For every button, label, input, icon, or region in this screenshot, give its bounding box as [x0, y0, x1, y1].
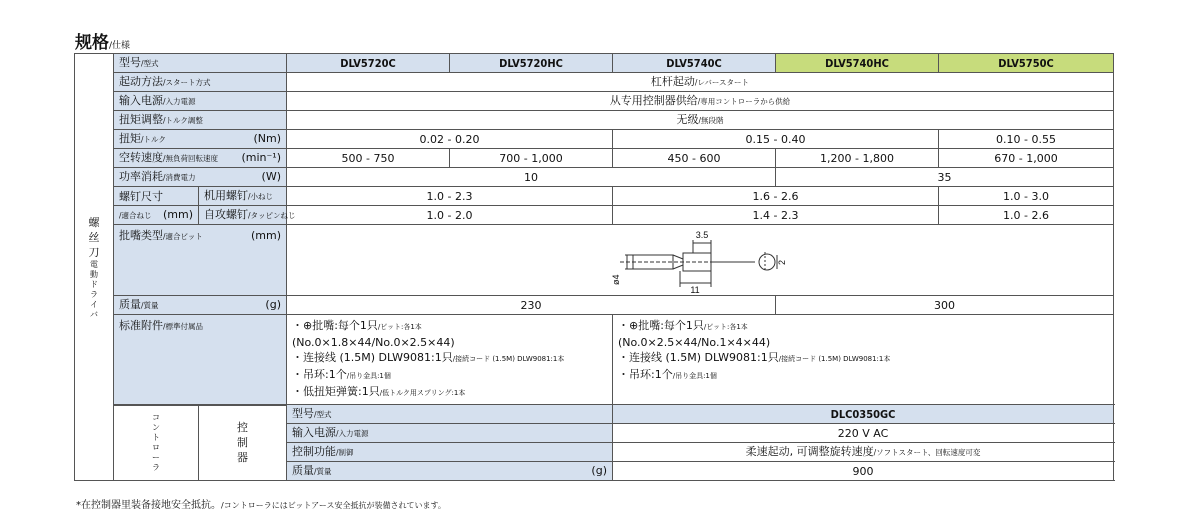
row-torque: [75, 130, 1114, 149]
value-torque-1: 0.02 - 0.20: [287, 130, 613, 149]
label-start: 起动方法/スタート方式: [114, 73, 287, 92]
driver-sub-5: イ: [90, 299, 98, 309]
row-power: [75, 92, 1114, 111]
row-screw-tapping: [75, 206, 1114, 225]
label-bit: 批嘴类型/適合ビット (mm): [114, 225, 287, 296]
model-4: DLV5740HC: [776, 54, 939, 73]
label-consumption: 功率消耗/消費電力 (W): [114, 168, 287, 187]
value-speed-5: 670 - 1,000: [939, 149, 1114, 168]
footnote-sub: /コントローラにはビットアース安全抵抗が装備されています。: [221, 501, 446, 510]
bit-diagram-cell: [287, 225, 1114, 296]
label-accessories: 标准附件/標準付属品: [114, 315, 287, 405]
label-model: 型号/型式: [114, 54, 287, 73]
dim-2: 2: [777, 259, 787, 265]
label-mass: 质量/質量 (g): [114, 296, 287, 315]
driver-sub-2: 動: [90, 269, 98, 279]
value-speed-2: 700 - 1,000: [450, 149, 613, 168]
value-machine-1: 1.0 - 2.3: [287, 187, 613, 206]
acc-right-3: ・连接线 (1.5M) DLW9081:1只/接続コード (1.5M) DLW9081:1本: [618, 351, 891, 364]
value-machine-3: 1.0 - 3.0: [939, 187, 1114, 206]
row-controller-model: [75, 405, 1114, 424]
accessories-right: [613, 315, 1114, 405]
acc-left-5: ・低扭矩弹簧:1只/低トルク用スプリング:1本: [292, 385, 466, 398]
driver-sub-3: ド: [90, 279, 98, 289]
model-1: DLV5720C: [287, 54, 450, 73]
acc-left-2: (No.0×1.8×44/No.0×2.5×44): [292, 336, 455, 349]
value-mass-2: 300: [776, 296, 1114, 315]
driver-group-label: [75, 54, 114, 481]
spec-heading: [75, 28, 130, 53]
value-tapping-2: 1.4 - 2.3: [613, 206, 939, 225]
label-screw-sub: /適合ねじ (mm): [114, 206, 199, 225]
heading-sub: /仕様: [109, 41, 131, 51]
value-torque-3: 0.10 - 0.55: [939, 130, 1114, 149]
value-speed-3: 450 - 600: [613, 149, 776, 168]
label-torque-adjust: 扭矩调整/トルク調整: [114, 111, 287, 130]
label-machine-screw: 机用螺钉/小ねじ: [199, 187, 287, 206]
label-controller-mass: 质量/質量 (g): [287, 462, 613, 481]
driver-char-3: 刀: [88, 245, 100, 259]
row-bit: [75, 225, 1114, 296]
value-speed-1: 500 - 750: [287, 149, 450, 168]
dim-phi-4: ø4: [611, 274, 621, 285]
model-2: DLV5720HC: [450, 54, 613, 73]
controller-group-sub: コ ン ト ロ ー ラ: [114, 405, 199, 481]
model-5: DLV5750C: [939, 54, 1114, 73]
value-controller-power: 220 V AC: [613, 424, 1114, 443]
controller-model-1: DLC0350GC: [613, 405, 1114, 424]
value-speed-4: 1,200 - 1,800: [776, 149, 939, 168]
value-tapping-3: 1.0 - 2.6: [939, 206, 1114, 225]
row-torque-adjust: [75, 111, 1114, 130]
label-controller-power: 输入电源/入力電源: [287, 424, 613, 443]
row-start-method: [75, 73, 1114, 92]
footnote-text: *在控制器里装备接地安全抵抗。: [76, 500, 221, 511]
row-mass: [75, 296, 1114, 315]
dim-11: 11: [690, 285, 700, 295]
controller-group-main: 控 制 器: [199, 405, 287, 481]
acc-left-3: ・连接线 (1.5M) DLW9081:1只/接続コード (1.5M) DLW9081:1本: [292, 351, 565, 364]
bit-diagram: [605, 225, 795, 295]
label-controller-function: 控制功能/制御: [287, 443, 613, 462]
accessories-left: [287, 315, 613, 405]
value-start: 杠杆起动/レバースタート: [287, 73, 1114, 92]
driver-sub-4: ラ: [90, 289, 98, 299]
acc-right-1: ・⊕批嘴:每个1只/ビット:各1本: [618, 319, 748, 332]
dim-3-5: 3.5: [695, 230, 709, 240]
row-accessories: [75, 315, 1114, 405]
row-model: [75, 54, 1114, 73]
acc-left-1: ・⊕批嘴:每个1只/ビット:各1本: [292, 319, 422, 332]
driver-sub-1: 電: [90, 259, 98, 269]
row-consumption: [75, 168, 1114, 187]
value-consumption-1: 10: [287, 168, 776, 187]
value-controller-function: 柔速起动, 可调整旋转速度/ソフトスタート、回転速度可変: [613, 443, 1114, 462]
value-controller-mass-1: 900: [613, 462, 1114, 481]
label-speed: 空转速度/無負荷回転速度 (min⁻¹): [114, 149, 287, 168]
value-mass-1: 230: [287, 296, 776, 315]
heading-main: 规格: [75, 33, 109, 53]
label-torque: 扭矩/トルク (Nm): [114, 130, 287, 149]
spec-table: [74, 53, 1114, 481]
model-3: DLV5740C: [613, 54, 776, 73]
label-controller-model: 型号/型式: [287, 405, 613, 424]
row-speed: [75, 149, 1114, 168]
driver-sub-6: バ: [90, 309, 98, 319]
driver-char-2: 丝: [88, 230, 100, 244]
value-torque-2: 0.15 - 0.40: [613, 130, 939, 149]
row-screw-machine: [75, 187, 1114, 206]
value-machine-2: 1.6 - 2.6: [613, 187, 939, 206]
value-consumption-2: 35: [776, 168, 1114, 187]
driver-char-1: 螺: [88, 215, 100, 229]
value-tapping-1: 1.0 - 2.0: [287, 206, 613, 225]
acc-right-4: ・吊环:1个/吊り金具:1個: [618, 368, 717, 381]
label-tapping-screw: 自攻螺钉/タッピンねじ: [199, 206, 287, 225]
value-power: 从专用控制器供给/専用コントローラから供給: [287, 92, 1114, 111]
acc-right-2: (No.0×2.5×44/No.1×4×44): [618, 336, 771, 349]
acc-left-4: ・吊环:1个/吊り金具:1個: [292, 368, 391, 381]
footnote: [76, 496, 446, 511]
label-screw: 螺钉尺寸: [114, 187, 199, 206]
label-power: 输入电源/入力電源: [114, 92, 287, 111]
value-torque-adjust: 无级/無段階: [287, 111, 1114, 130]
